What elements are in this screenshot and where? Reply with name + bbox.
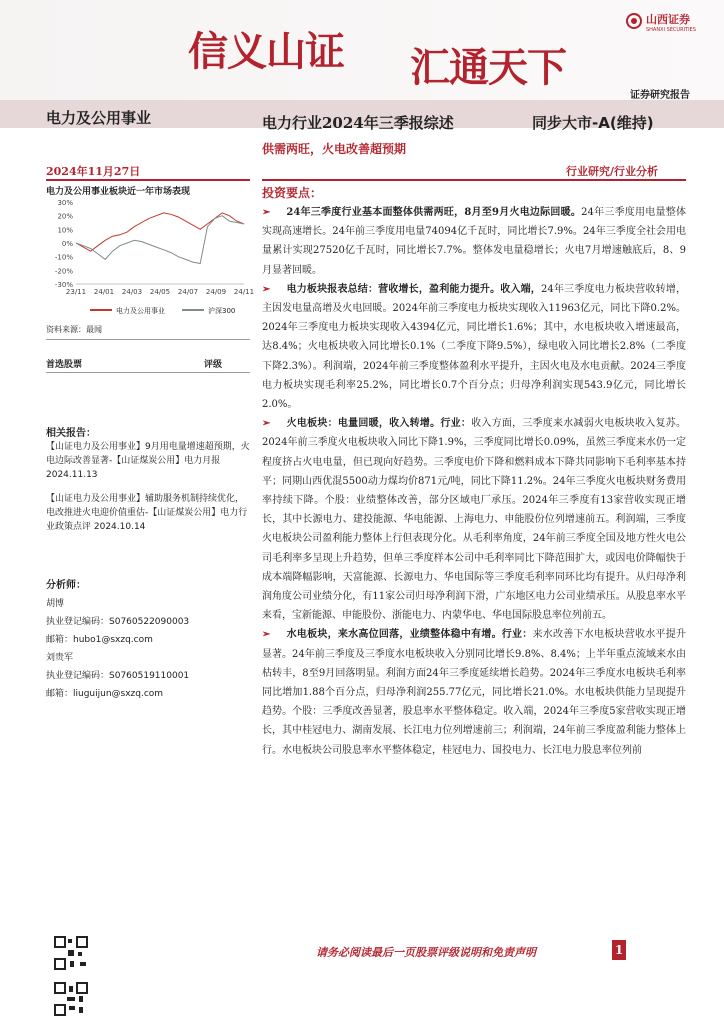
arrow-icon: ➢ [262,629,271,641]
market-chart [46,196,255,320]
arrow-icon: ➢ [262,283,271,295]
disclaimer: 请务必阅读最后一页股票评级说明和免责声明 [316,946,536,959]
series-line [76,213,244,251]
x-tick-label: 24/01 [93,288,115,296]
divider-left [46,179,250,181]
arrow-icon: ➢ [262,418,271,430]
company-logo [626,8,696,33]
legend-label: 沪深300 [208,307,236,315]
analyst-email[interactable]: 邮箱：liuguijun@sxzq.com [46,689,164,699]
x-tick-label: 24/03 [121,288,143,296]
x-tick-label: 23/11 [65,288,87,296]
y-tick-label: -10% [54,253,73,262]
qr-code-icon [54,982,88,1016]
logo-mark-icon [626,13,642,29]
y-tick-label: 20% [57,212,73,221]
rating-label: 同步大市-A(维持) [532,114,654,132]
key-point-lead: 火电板块：电量回暖，收入转增。行业： [286,418,472,430]
picks-rating-header: 评级 [204,360,223,370]
report-type: 证券研究报告 [630,90,690,101]
key-point [262,625,686,759]
x-tick-label: 24/11 [233,288,255,296]
related-report[interactable]: 【山证电力及公用事业】辅助服务机制持续优化，电改推进火电迎价值重估-【山证煤炭公用】电力行业政策点评 2024.10.14 [46,494,248,532]
qr-code-icon [54,936,88,970]
analyst-heading: 分析师： [46,580,86,591]
key-point-lead: 电力板块报表总结：营收增长，盈利能力提升。收入端， [286,283,541,295]
chart-source: 资料来源：最闻 [46,325,102,334]
logo-name: 山西证券 [646,13,690,26]
x-tick-label: 24/05 [149,288,171,296]
key-points-heading: 投资要点： [262,186,323,200]
y-tick-label: 0% [61,240,73,248]
divider [46,372,250,373]
analyst-license: 执业登记编码：S0760522090003 [46,617,190,627]
legend-label: 电力及公用事业 [116,307,165,315]
chart-title: 电力及公用事业板块近一年市场表现 [46,187,191,197]
y-tick-label: 30% [57,199,73,207]
divider [46,339,250,340]
key-point [262,414,686,625]
chart-svg [46,196,255,320]
key-point [262,280,686,414]
page-number: 1 [612,940,626,960]
key-point [262,203,686,280]
report-category: 行业研究/行业分析 [566,165,659,178]
divider-right [262,179,686,181]
arrow-icon: ➢ [262,207,271,218]
x-tick-label: 24/07 [177,288,199,296]
analyst-name: 刘贵军 [46,653,74,663]
analyst-license: 执业登记编码：S0760519110001 [46,671,190,681]
series-line [76,216,244,264]
analyst-email[interactable]: 邮箱：hubo1@sxzq.com [46,635,153,645]
header-band [0,0,724,102]
logo-en: SHANXI SECURITIES [646,27,696,33]
report-title: 电力行业2024年三季报综述 [262,114,454,132]
slogan-right: 汇通天下 [410,45,566,91]
report-subtitle: 供需两旺，火电改善超预期 [262,142,407,156]
key-point-lead: 水电板块，来水高位回落，业绩整体稳中有增。行业： [286,629,533,641]
y-tick-label: -30% [54,281,73,289]
key-point-text: 24年三季度电力板块营收转增，主因发电量高增及火电回暖。2024年前三季度电力板块实现收入11963亿元，同比下降0.2%。2024年三季度电力板块实现收入4394亿元，同比增长1.6%；其中，水电板块收入增速最高，达8.4%；火电板块收入同比增长0.1%（二季度下降9.5%），绿电收入同比增长2.8%（二季度下降2.3%）。利润端，2024年前三季度整体盈利水平提升，主因火电及水电贡献。2024三季度电力板块实现毛利率25.2%，同比增长0.7个百分点；归母净利润实现543.9亿元，同比增长2.0%。 [262,283,687,411]
y-tick-label: 10% [57,226,73,235]
report-date: 2024年11月27日 [46,165,141,178]
key-point-text: 收入方面，三季度来水减弱火电板块收入复苏。2024年前三季度火电板块收入同比下降1.9%，三季度同比增长0.09%，虽然三季度来水仍一定程度挤占火电电量，但已现向好趋势。三季度电价下降和燃料成本下降共同影响下毛利率基本持平；同期山西优混5500动力煤均价871元/吨，同比下降11.2%。24年三季度火电板块财务费用率持续下降。个股：业绩整体改善，部分区域电厂承压。2024年三季度有13家营收实现正增长，其中长源电力、建投能源、华电能源、上海电力、申能股份位列增速前五。利润端，三季度火电板块公司盈利能力整体上行但表现分化。从毛利率角度，24年前三季度全国及地方性火电公司毛利率多呈现上升趋势，但单三季度样本公司中毛利率同比下降范围扩大，或因电价降幅快于成本端降幅影响，天富能源、长源电力、华电国际等三季度毛利率同环比均有提升。从归母净利润角度公司业绩分化，有11家公司归母净利润下滑，广东地区电力公司业绩承压。从股息率水平来看，宝新能源、申能股份、浙能电力、内蒙华电、华电国际股息率位列前五。 [262,418,687,622]
sector-label: 电力及公用事业 [46,109,152,127]
y-tick-label: -20% [54,267,73,276]
related-report[interactable]: 【山证电力及公用事业】9月用电量增速超预期，火电边际改善显著-【山证煤炭公用】电力月报 2024.11.13 [46,442,250,480]
key-point-text: 来水改善下水电板块营收水平提升显著。24年前三季度及三季度水电板块收入分别同比增长9.8%、8.4%；上半年重点流域来水由枯转丰，8至9月回落明显。利润方面24年三季度延续增长趋势。2024年三季度水电板块毛利率同比增加1.88个百分点，归母净利润255.77亿元，同比增长21.0%。水电板块供能力呈现提升趋势。个股：三季度改善显著，股息率水平整体稳定。收入端，2024年三季度5家营收实现正增长，其中桂冠电力、湖南发展、长江电力位列增速前三；利润端，24年前三季度盈利能力整体上行。水电板块公司股息率水平整体稳定，桂冠电力、国投电力、长江电力股息率位列前 [262,629,687,756]
key-point-lead: 24年三季度行业基本面整体供需两旺，8月至9月火电边际回暖。 [286,207,582,218]
analyst-name: 胡博 [46,599,65,609]
key-points-body [262,203,686,760]
key-point-text: 24年三季度用电量整体实现高速增长。24年前三季度用电量74094亿千瓦时，同比增长7.9%。24年三季度全社会用电量累计实现27520亿千瓦时，同比增长7.7%。整体发电量稳增长；火电7月增速触底后，8、9月显著回暖。 [262,207,686,276]
x-tick-label: 24/09 [205,288,227,296]
slogan-left: 信义山证 [188,29,344,75]
picks-header: 首选股票 [46,360,83,370]
related-heading: 相关报告： [46,428,96,439]
